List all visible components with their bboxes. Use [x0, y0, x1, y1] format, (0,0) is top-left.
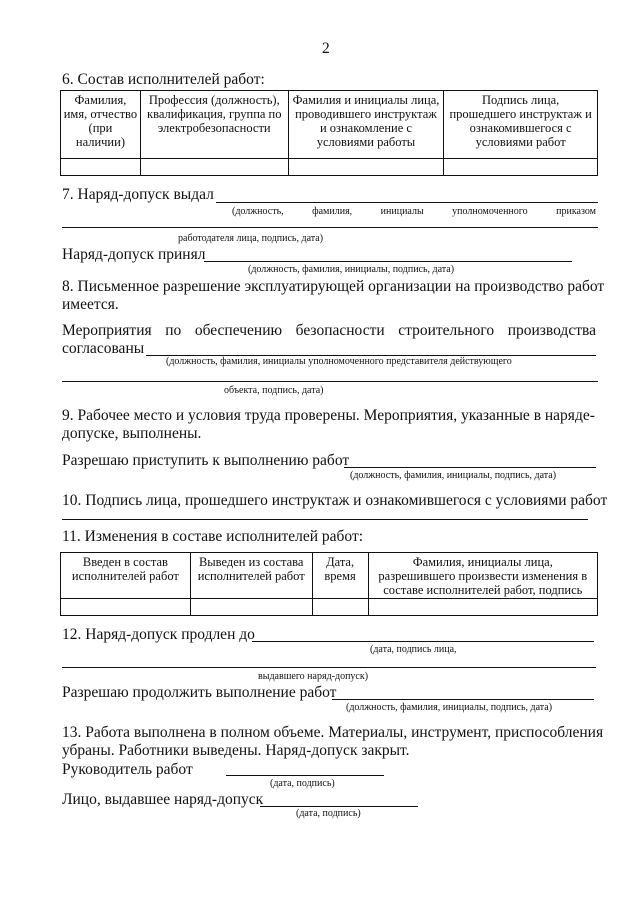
- accepted-field[interactable]: [204, 261, 572, 262]
- accepted-hint: (должность, фамилия, инициалы, подпись, дата): [248, 264, 455, 275]
- extended-field-2[interactable]: [62, 667, 596, 668]
- table-row: [61, 599, 598, 616]
- table-header-row: [61, 91, 598, 159]
- workers-table: [60, 90, 598, 176]
- header-cell-authorizer: Фамилия, инициалы лица, разрешившего произвести изменения в составе исполнителей работ, подпись: [368, 553, 597, 599]
- header-cell-added: Введен в состав исполнителей работ: [61, 553, 191, 599]
- continue-hint: (должность, фамилия, инициалы, подпись, дата): [346, 702, 553, 713]
- section-10-field[interactable]: [62, 519, 588, 520]
- permit-hint: (должность, фамилия, инициалы, подпись, дата): [350, 470, 557, 481]
- table-header-row: [61, 553, 598, 599]
- table-cell[interactable]: [368, 599, 597, 616]
- head-field[interactable]: [226, 775, 384, 776]
- issued-field-2[interactable]: [62, 227, 598, 228]
- table-cell[interactable]: [61, 159, 141, 176]
- permit-label: Разрешаю приступить к выполнению работ: [62, 452, 350, 469]
- extended-hint-2: выдавшего наряд-допуск): [258, 671, 369, 682]
- header-cell-datetime: Дата, время: [312, 553, 368, 599]
- table-cell[interactable]: [444, 159, 598, 176]
- agreed-hint-2: объекта, подпись, дата): [224, 385, 324, 396]
- permit-field[interactable]: [344, 467, 596, 468]
- header-cell-profession: Профессия (должность), квалификация, группа по электробезопасности: [140, 91, 288, 159]
- issued-field[interactable]: [216, 202, 598, 203]
- section-9-text-1: 9. Рабочее место и условия труда проверены. Мероприятия, указанные в наряде-: [62, 407, 595, 424]
- table-cell[interactable]: [312, 599, 368, 616]
- header-cell-signature: Подпись лица, прошедшего инструктаж и ознакомившегося с условиями работ: [444, 91, 598, 159]
- header-cell-instructor: Фамилия и инициалы лица, проводившего инструктаж и ознакомление с условиями работы: [288, 91, 444, 159]
- extended-label: 12. Наряд-допуск продлен до: [62, 626, 255, 643]
- table-row: [61, 159, 598, 176]
- issued-hint: (должность, фамилия, инициалы уполномоченного приказом: [232, 206, 596, 217]
- section-11-title: 11. Изменения в составе исполнителей работ:: [62, 528, 364, 545]
- issuer-field[interactable]: [260, 806, 418, 807]
- table-cell[interactable]: [288, 159, 444, 176]
- section-13-text-1: 13. Работа выполнена в полном объеме. Материалы, инструмент, приспособления: [62, 724, 604, 741]
- page-number: 2: [322, 40, 330, 57]
- header-cell-name: Фамилия, имя, отчество (при наличии): [61, 91, 141, 159]
- issued-hint-2: работодателя лица, подпись, дата): [178, 233, 324, 244]
- section-13-text-2: убраны. Работники выведены. Наряд-допуск закрыт.: [62, 742, 410, 759]
- section-9-text-2: допуске, выполнены.: [62, 425, 202, 442]
- agreed-label: согласованы: [62, 340, 145, 357]
- issuer-label: Лицо, выдавшее наряд-допуск: [62, 791, 264, 808]
- table-cell[interactable]: [61, 599, 191, 616]
- head-label: Руководитель работ: [62, 761, 193, 778]
- section-8-text-1: 8. Письменное разрешение эксплуатирующей организации на производство работ: [62, 278, 605, 295]
- measures-line: Мероприятия по обеспечению безопасности строительного производства: [62, 322, 596, 339]
- section-8-text-2: имеется.: [62, 296, 119, 313]
- issuer-hint: (дата, подпись): [296, 808, 361, 819]
- changes-table: [60, 552, 598, 616]
- header-cell-removed: Выведен из состава исполнителей работ: [190, 553, 312, 599]
- continue-label: Разрешаю продолжить выполнение работ: [62, 684, 337, 701]
- extended-field[interactable]: [252, 641, 594, 642]
- table-cell[interactable]: [140, 159, 288, 176]
- agreed-hint: (должность, фамилия, инициалы уполномоченного представителя действующего: [166, 356, 512, 367]
- head-hint: (дата, подпись): [270, 778, 335, 789]
- section-6-title: 6. Состав исполнителей работ:: [62, 71, 265, 88]
- accepted-label: Наряд-допуск принял: [62, 246, 206, 263]
- section-10-label: 10. Подпись лица, прошедшего инструктаж и ознакомившегося с условиями работ: [62, 492, 608, 509]
- table-cell[interactable]: [190, 599, 312, 616]
- agreed-field-2[interactable]: [62, 381, 598, 382]
- extended-hint-1: (дата, подпись лица,: [370, 644, 457, 655]
- issued-label: 7. Наряд-допуск выдал: [62, 186, 214, 203]
- continue-field[interactable]: [332, 699, 594, 700]
